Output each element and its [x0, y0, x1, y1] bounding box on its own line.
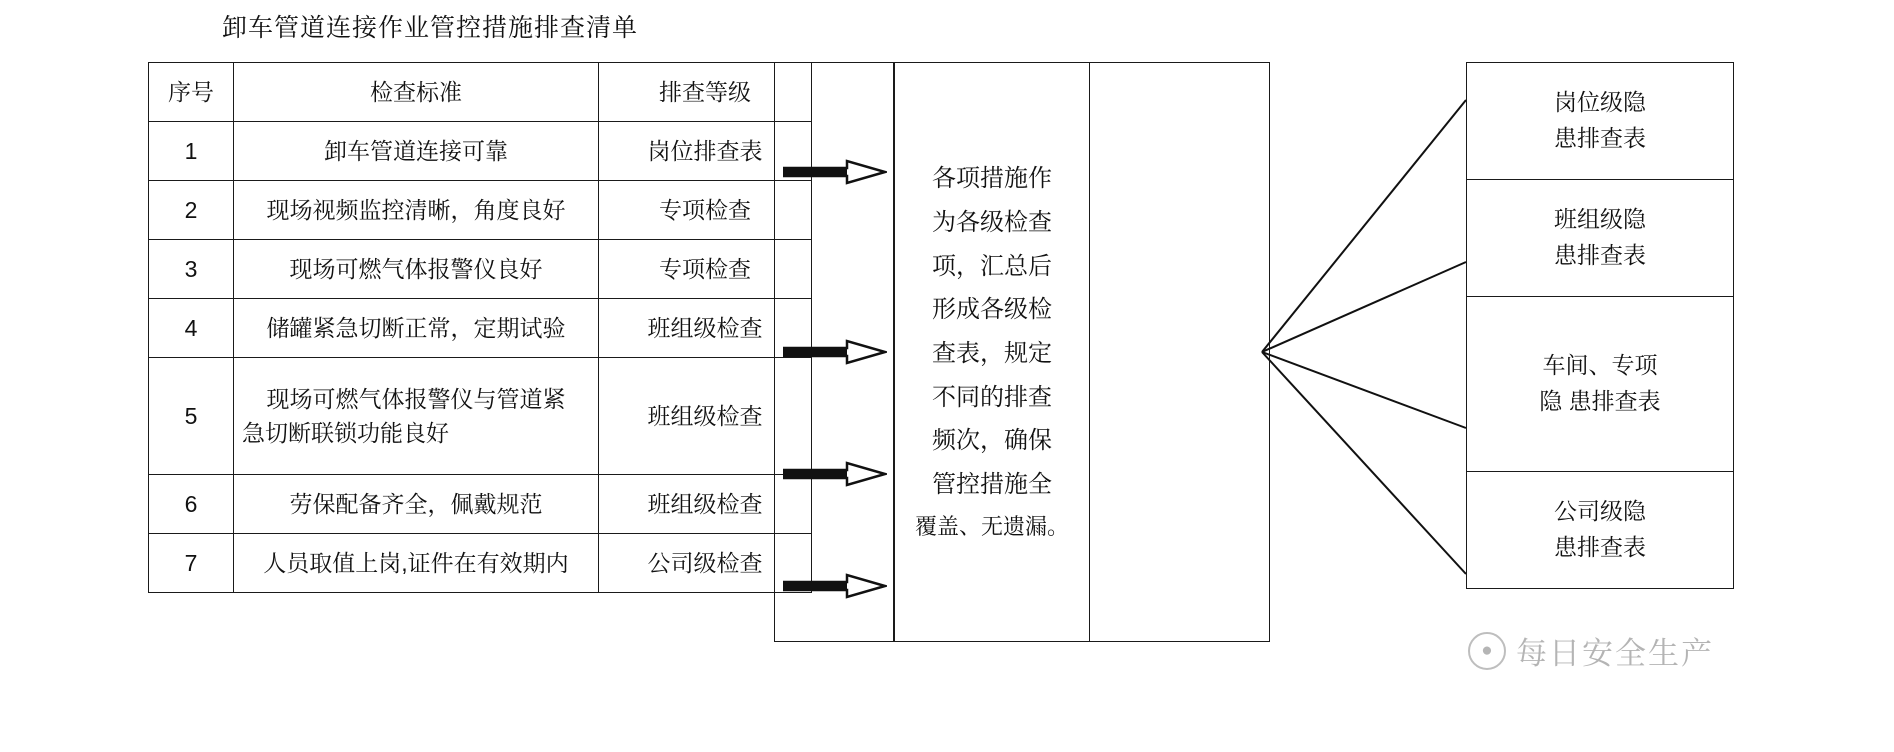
- table-row: [149, 122, 812, 181]
- center-note-line: 频次，确保: [931, 427, 1052, 455]
- result-cell-position-level: [1467, 63, 1734, 180]
- header-level: 排查等级: [599, 63, 812, 122]
- result-line1: 车间、专项: [1542, 352, 1658, 379]
- results-table: [1466, 62, 1734, 589]
- watermark-text: 每日安全生产: [1516, 636, 1714, 671]
- center-note-line: 覆盖、无遗漏。: [914, 513, 1069, 539]
- center-note-line: 为各级检查: [931, 208, 1052, 236]
- center-note-line: 形成各级检: [931, 296, 1052, 324]
- cell-level: 班组级检查: [599, 475, 812, 534]
- cell-level: 班组级检查: [599, 358, 812, 475]
- center-note-line: 各项措施作: [931, 165, 1052, 193]
- header-no: 序号: [149, 63, 234, 122]
- flow-arrow-icon: [783, 339, 887, 365]
- cell-no: 4: [149, 299, 234, 358]
- flow-arrow-icon: [783, 573, 887, 599]
- watermark: [1468, 628, 1714, 673]
- center-note-text: [905, 157, 1079, 546]
- cell-standard-line2: 急切断联锁功能良好: [242, 420, 449, 446]
- center-note-line: 不同的排查: [931, 383, 1052, 411]
- cell-level: 专项检查: [599, 240, 812, 299]
- flow-arrow-icon: [783, 159, 887, 185]
- cell-standard-line1: 现场可燃气体报警仪与管道紧: [266, 385, 566, 412]
- cell-level: 岗位排查表: [599, 122, 812, 181]
- cell-level: 班组级检查: [599, 299, 812, 358]
- cell-no: 2: [149, 181, 234, 240]
- cell-standard: 储罐紧急切断正常，定期试验: [234, 299, 599, 358]
- header-standard: 检查标准: [234, 63, 599, 122]
- result-line1: 岗位级隐: [1554, 89, 1646, 116]
- cell-standard: 劳保配备齐全，佩戴规范: [234, 475, 599, 534]
- cell-no: 1: [149, 122, 234, 181]
- result-line1: 公司级隐: [1554, 498, 1646, 525]
- cell-standard: 卸车管道连接可靠: [234, 122, 599, 181]
- cell-no: 5: [149, 358, 234, 475]
- cell-standard: 现场视频监控清晰，角度良好: [234, 181, 599, 240]
- result-line2: 隐 患排查表: [1539, 388, 1661, 414]
- table-row: [149, 240, 812, 299]
- result-line2: 患排查表: [1554, 125, 1646, 151]
- center-note-line: 项，汇总后: [931, 252, 1052, 280]
- result-line2: 患排查表: [1554, 534, 1646, 560]
- fan-connector-lines: [1258, 62, 1468, 642]
- center-note-line: 查表，规定: [931, 339, 1052, 367]
- fan-connector-column: [1090, 62, 1270, 642]
- arrow-column: [774, 62, 894, 642]
- checklist-table: [148, 62, 812, 593]
- cell-level: 公司级检查: [599, 534, 812, 593]
- table-row: [149, 181, 812, 240]
- result-cell-company-level: [1467, 472, 1734, 589]
- result-row: [1467, 63, 1734, 180]
- cell-standard: 现场可燃气体报警仪良好: [234, 240, 599, 299]
- center-note-line: 管控措施全: [931, 471, 1052, 498]
- cell-standard: [234, 358, 599, 475]
- result-cell-workshop-special: [1467, 297, 1734, 472]
- table-row: [149, 299, 812, 358]
- cell-no: 6: [149, 475, 234, 534]
- cell-level: 专项检查: [599, 181, 812, 240]
- cell-no: 7: [149, 534, 234, 593]
- result-row: [1467, 180, 1734, 297]
- wechat-icon: ●: [1468, 632, 1506, 670]
- table-row: [149, 358, 812, 475]
- table-header-row: [149, 63, 812, 122]
- result-line1: 班组级隐: [1554, 206, 1646, 233]
- cell-standard: 人员取值上岗,证件在有效期内: [234, 534, 599, 593]
- result-row: [1467, 472, 1734, 589]
- result-line2: 患排查表: [1554, 242, 1646, 268]
- center-note-box: [894, 62, 1090, 642]
- page-title: 卸车管道连接作业管控措施排查清单: [222, 14, 639, 42]
- result-row: [1467, 297, 1734, 472]
- result-cell-team-level: [1467, 180, 1734, 297]
- flow-arrow-icon: [783, 461, 887, 487]
- table-row: [149, 534, 812, 593]
- table-row: [149, 475, 812, 534]
- cell-no: 3: [149, 240, 234, 299]
- diagram-container: [148, 62, 1748, 702]
